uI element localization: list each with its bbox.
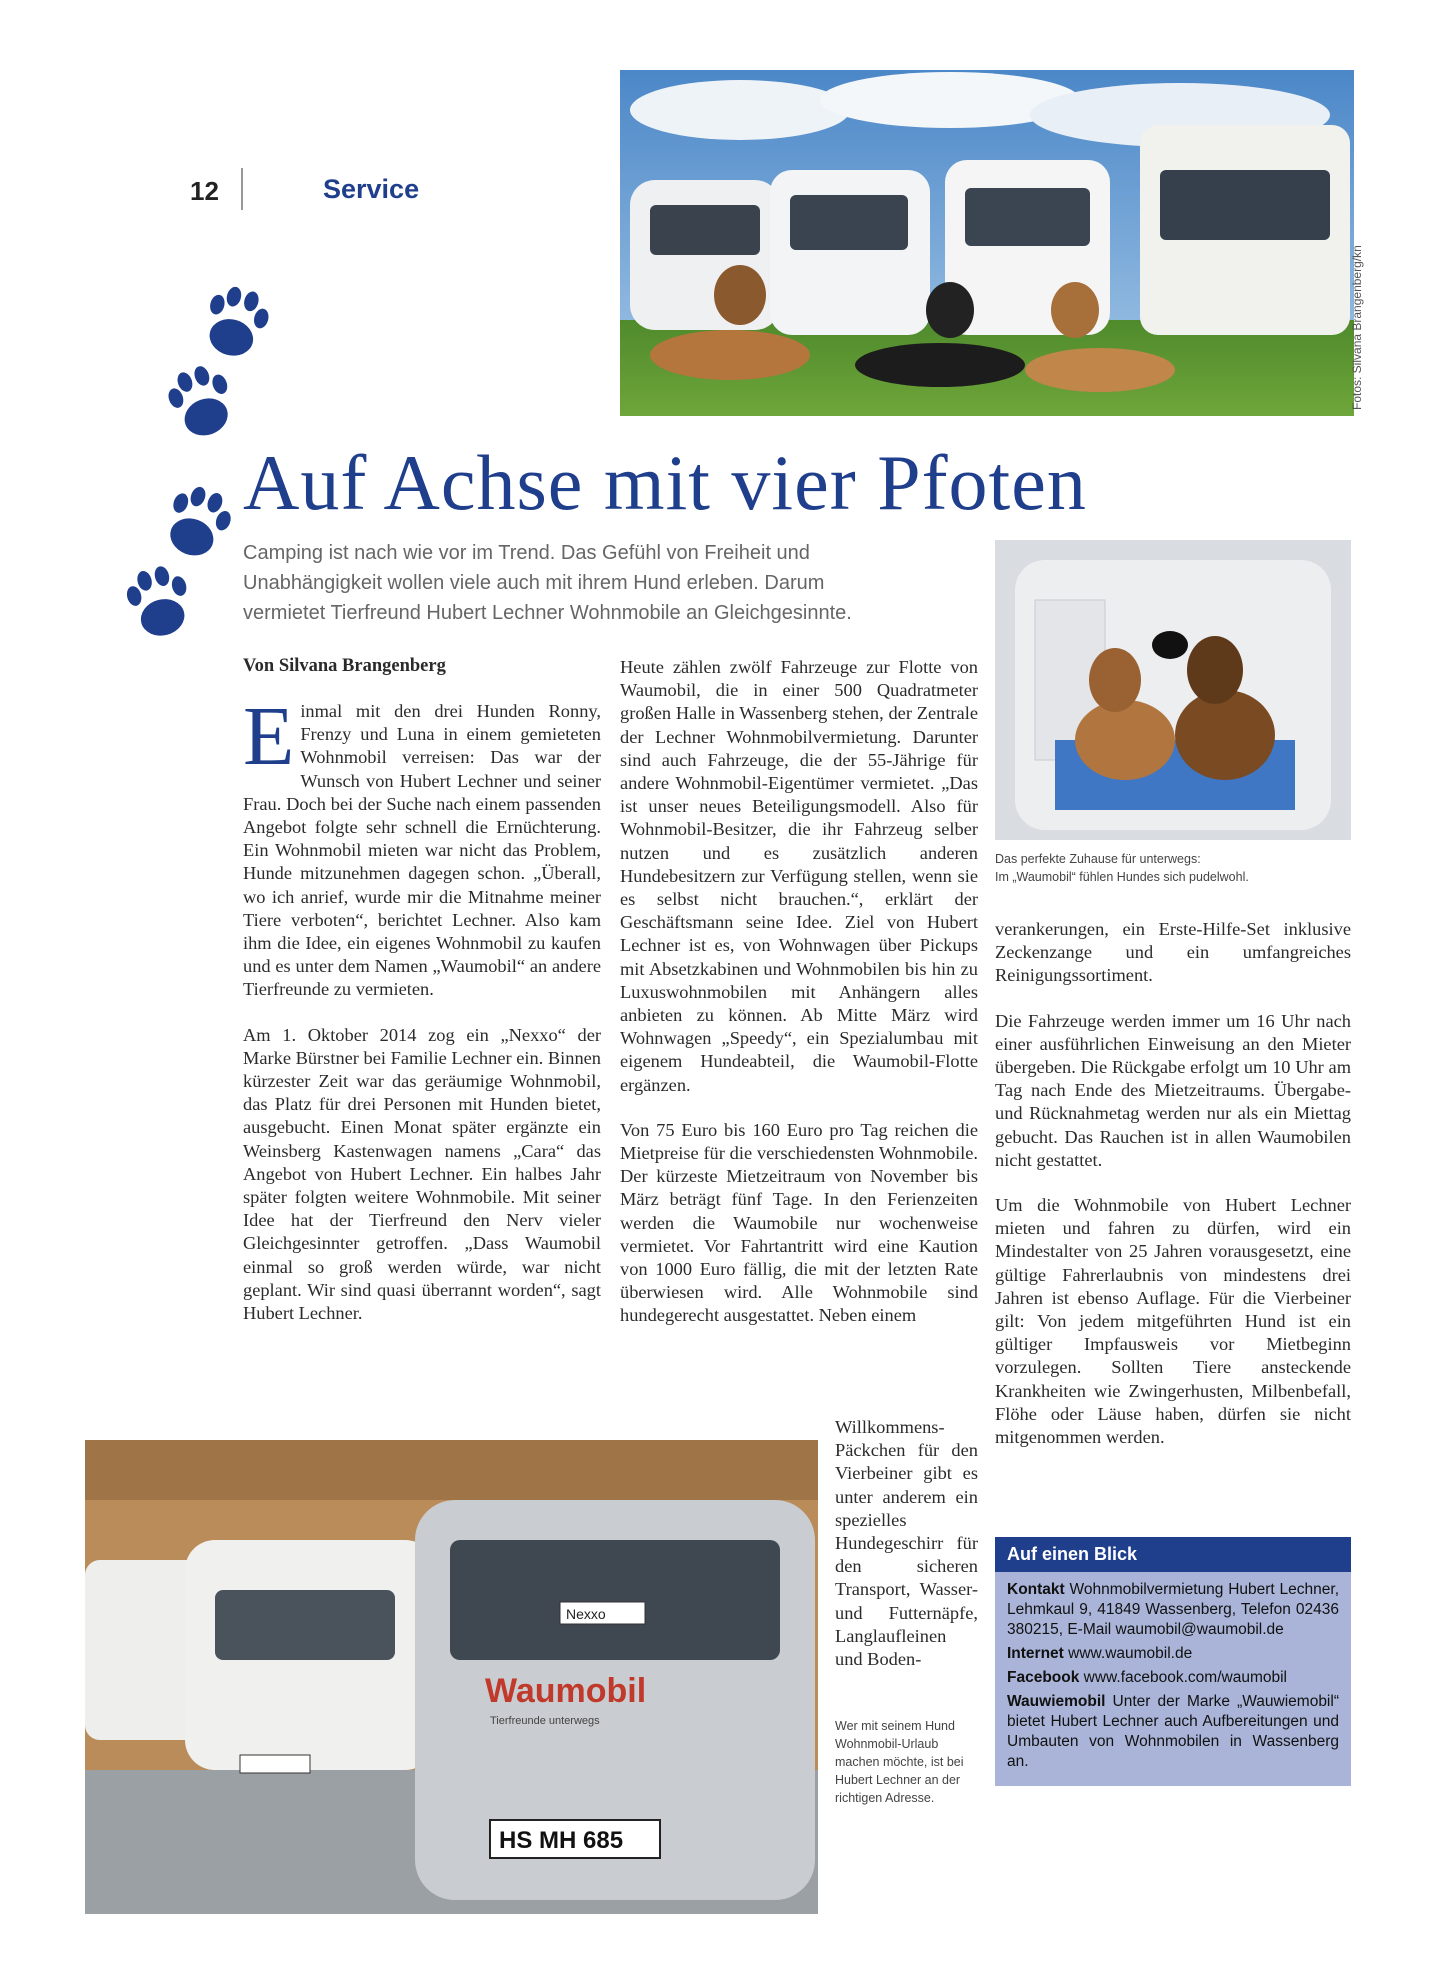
paw-icon <box>162 359 242 443</box>
photo-credit: Fotos: Silvana Brangenberg/kn <box>1350 245 1364 410</box>
caption-line: machen möchte, ist bei <box>835 1755 964 1769</box>
page-number: 12 <box>190 176 219 206</box>
paragraph: Um die Wohnmobile von Hubert Lechner mieten und fahren zu dürfen, wird ein Mindestalter von 25 Jahren vorausgesetzt, eine gültige Fahrerlaubnis von mindestens drei Jahren ist ebenso Auflage. Für die Vierbeiner gilt: Von jedem mitgeführten Hund ist ein gültiger Impfausweis vor Mietbeginn vorzulegen. Sollten Tiere ansteckende Krankheiten wie Zwingerhusten, Milbenbefall, Flöhe oder Läuse haben, dürfen sie nicht mitgenommen werden. <box>995 1195 1351 1448</box>
photo-sign-text: Nexxo <box>566 1606 606 1622</box>
article-column-2 <box>620 656 978 1350</box>
caption-line: Das perfekte Zuhause für unterwegs: <box>995 852 1201 866</box>
website-link[interactable]: www.waumobil.de <box>1068 1645 1193 1662</box>
paw-icon <box>158 480 238 564</box>
lead-line: Camping ist nach wie vor im Trend. Das Gefühl von Freiheit und <box>243 542 810 564</box>
photo-brand-text: Waumobil <box>485 1672 647 1710</box>
article-headline: Auf Achse mit vier Pfoten <box>243 439 1087 526</box>
caption-line: Im „Waumobil“ fühlen Hundes sich pudelwohl. <box>995 870 1249 884</box>
info-box-body <box>995 1572 1351 1786</box>
paragraph: Von 75 Euro bis 160 Euro pro Tag reichen die Mietpreise für die verschiedensten Wohnmobile. Der kürzeste Mietzeitraum von November bis März beträgt fünf Tage. In den Ferienzeiten werden die Waumobile nur wochenweise vermietet. Vor Fahrtantritt wird eine Kaution von 1000 Euro fällig, die mit der letzten Rate überwiesen wird. Alle Wohnmobile sind hundegerecht ausgestattet. Neben einem <box>620 1119 978 1326</box>
info-internet: Internet www.waumobil.de <box>1007 1645 1193 1662</box>
article-column-2-continued <box>835 1416 978 1693</box>
section-title: Service <box>323 174 420 204</box>
photo-tagline-text: Tierfreunde unterwegs <box>490 1715 600 1727</box>
header-divider <box>241 168 243 210</box>
caption-line: richtigen Adresse. <box>835 1791 935 1805</box>
paragraph: verankerungen, ein Erste-Hilfe-Set inklusive Zeckenzange und ein umfangreiches Reinigungssortiment. <box>995 919 1351 986</box>
paw-icon <box>199 282 275 363</box>
info-facebook: Facebook www.facebook.com/waumobil <box>1007 1669 1287 1686</box>
article-column-1 <box>243 690 601 1347</box>
paragraph: Willkommens-Päckchen für den Vierbeiner gibt es unter anderem ein spezielles Hundegeschirr für den sicheren Transport, Wasser- und Futternäpfe, Langlaufleinen und Boden- <box>835 1417 978 1670</box>
paragraph: Am 1. Oktober 2014 zog ein „Nexxo“ der Marke Bürstner bei Familie Lechner ein. Binnen kürzester Zeit war das geräumige Wohnmobil, das Platz für drei Personen mit Hunden bietet, ausgebucht. Einen Monat später ergänzte ein Weinsberg Kastenwagen namens „Cara“ das Angebot von Hubert Lechner. Ein halbes Jahr später folgten weitere Wohnmobile. Mit seiner Idee hat der Tierfreund den Nerv vieler Gleichgesinnter getroffen. „Dass Waumobil einmal so groß werden würde, war nicht geplant. Wir sind quasi überrannt worden“, sagt Hubert Lechner. <box>243 1024 601 1324</box>
license-plate: HS MH 685 <box>499 1827 624 1854</box>
byline: Von Silvana Brangenberg <box>243 656 446 676</box>
drop-cap: E <box>243 690 295 783</box>
caption-line: Wohnmobil-Urlaub <box>835 1737 939 1751</box>
paragraph: Die Fahrzeuge werden immer um 16 Uhr nach einer ausführlichen Einweisung an den Mieter übergeben. Die Rückgabe erfolgt um 10 Uhr am Tag nach Ende des Mietzeitraums. Übergabe- und Rücknahmetag werden nur als ein Miettag gebucht. Das Rauchen ist in allen Waumobilen nicht gestattet. <box>995 1010 1351 1170</box>
info-wauwiemobil: Wauwiemobil Unter der Marke „Wauwiemobil“ bietet Hubert Lechner auch Aufbereitungen und Umbauten von Wohnmobilen in Wassenberg an. <box>1007 1693 1339 1770</box>
caption-hall <box>835 1717 978 1807</box>
photo-dogs-in-motorhome <box>995 540 1351 840</box>
facebook-link[interactable]: www.facebook.com/waumobil <box>1083 1669 1287 1686</box>
caption-line: Hubert Lechner an der <box>835 1773 961 1787</box>
paw-icon <box>122 561 198 640</box>
article-lead <box>243 538 1003 628</box>
lead-line: vermietet Tierfreund Hubert Lechner Wohnmobile an Gleichgesinnte. <box>243 602 852 624</box>
article-column-3 <box>995 918 1351 1471</box>
info-box <box>995 1537 1351 1786</box>
lead-line: Unabhängigkeit wollen viele auch mit ihrem Hund erleben. Darum <box>243 572 825 594</box>
info-kontakt: Kontakt Wohnmobilvermietung Hubert Lechner, Lehmkaul 9, 41849 Wassenberg, Telefon 02436 380215, E-Mail waumobil@waumobil.de <box>1007 1581 1339 1638</box>
paragraph: Einmal mit den drei Hunden Ronny, Frenzy und Luna in einem gemieteten Wohnmobil verreisen: Das war der Wunsch von Hubert Lechner und seiner Frau. Doch bei der Suche nach einem passenden Angebot folgte sehr schnell die Ernüchterung. Ein Wohnmobil mieten war nicht das Problem, Hunde mitzunehmen dagegen schon. „Überall, wo ich anrief, wurde mir die Mitnahme meiner Tiere verboten“, berichtet Lechner. Also kam ihm die Idee, ein eigenes Wohnmobil zu kaufen und es unter dem Namen „Waumobil“ an andere Tierfreunde zu vermieten. <box>243 690 601 1000</box>
caption-dogs <box>995 850 1351 886</box>
photo-motorhomes-dogs <box>620 70 1354 416</box>
info-box-title: Auf einen Blick <box>995 1537 1351 1572</box>
paragraph: Heute zählen zwölf Fahrzeuge zur Flotte von Waumobil, die in einer 500 Quadratmeter großen Halle in Wassenberg stehen, der Zentrale der Lechner Wohnmobilvermietung. Darunter sind auch Fahrzeuge, die der 55-Jährige für andere Wohnmobil-Eigentümer vermietet. „Das ist unser neues Beteiligungsmodell. Also für Wohnmobil-Besitzer, die ihr Fahrzeug selber nutzen und es zusätzlich anderen Hundebesitzern zur Verfügung stellen, wenn sie es selbst nicht brauchen.“, erklärt der Geschäftsmann seine Idee. Ziel von Hubert Lechner ist es, von Wohnwagen über Pickups mit Absetzkabinen und Wohnmobilen bis hin zu Luxuswohnmobilen mit Anhängern alles anbieten zu können. Ab Mitte März wird Wohnwagen „Speedy“, ein Spezialumbau mit eigenem Hundeabteil, die Waumobil-Flotte ergänzen. <box>620 657 978 1095</box>
caption-line: Wer mit seinem Hund <box>835 1719 955 1733</box>
photo-motorhome-hall <box>85 1440 818 1914</box>
